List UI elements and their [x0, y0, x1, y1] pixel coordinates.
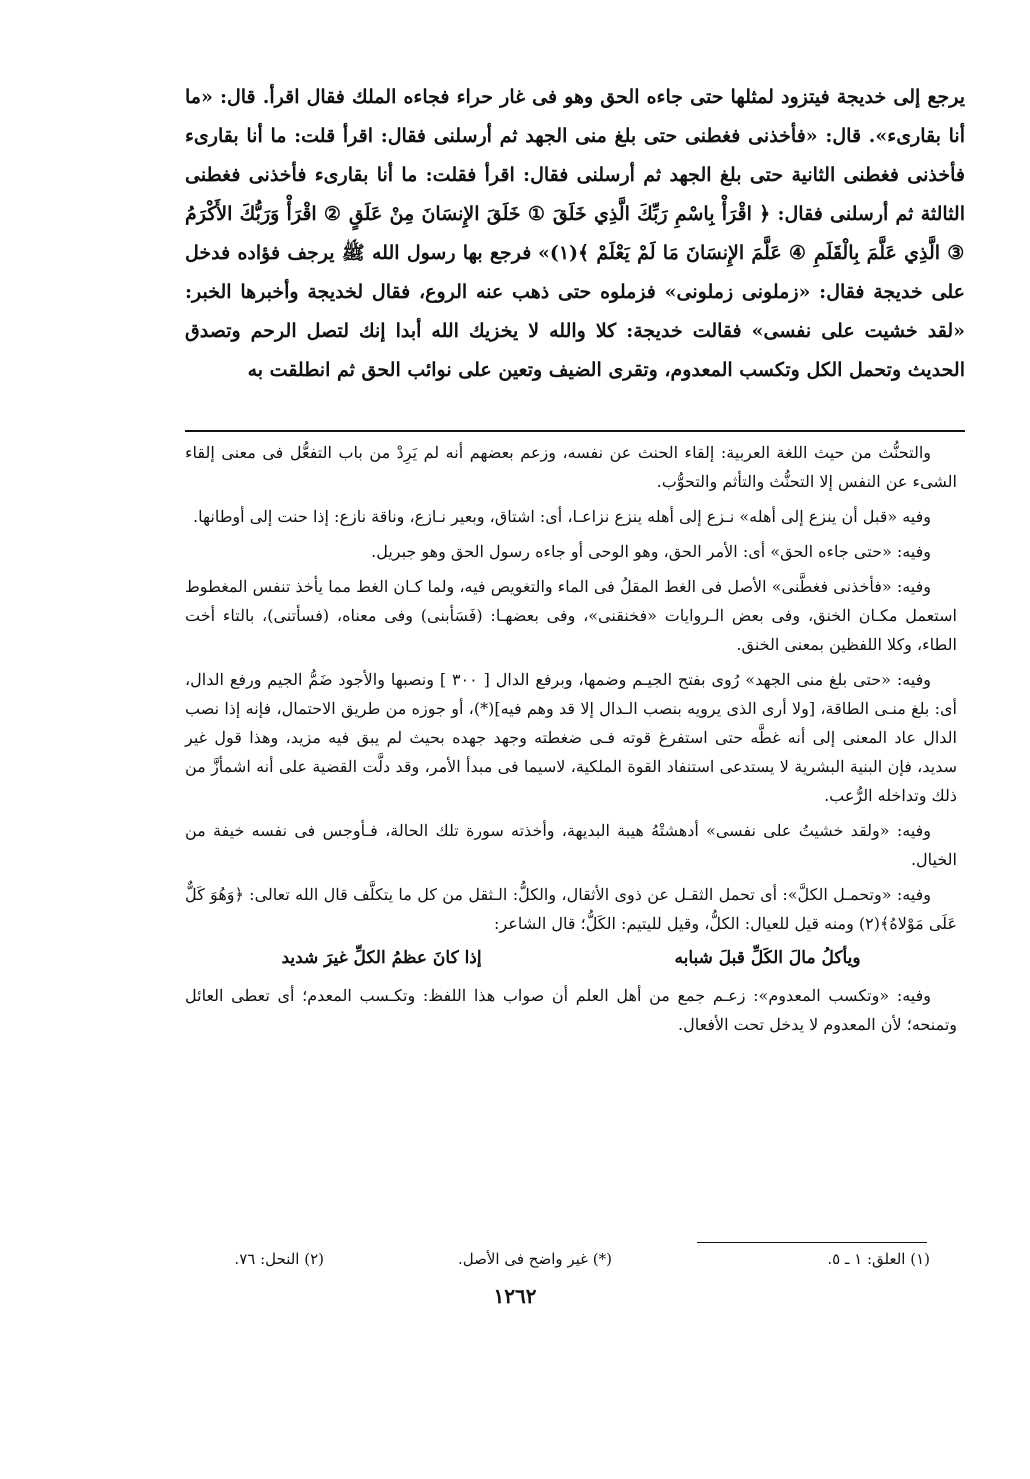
poem-left-hemistich: إذا كانَ عظمُ الكلِّ غيرَ شديد [281, 948, 482, 968]
footnote-2: (٢) النحل: ٧٦. [234, 1250, 324, 1268]
footnote-1: (١) العلق: ١ ـ ٥. [827, 1250, 930, 1268]
commentary-block [185, 438, 957, 1045]
note-paragraph: وفيه: «حتى بلغ منى الجهد» رُوى بفتح الجيـم وضمها، وبرفع الدال [ ٣٠٠ ] ونصبها والأجود ضَمُّ الجيم ورفع الدال، أى: بلغ منـى الطاقة، [ولا أرى الذى يرويه بنصب الـدال إلا قد وهم فيه](*)، أو جوزه من طريق الاحتمال، فإنه إذا نصب الدال عاد المعنى إلى أنه غطَّه حتى استفرغ قوته فـى ضغطته وجهد جهده بحيث لم يبق فيه مزيد، وهذا قول غير سديد، فإن البنية البشرية لا يستدعى استنفاد القوة الملكية، لاسيما فى مبدأ الأمر، وقد دلَّت القضية على أنه اشمأزَّ من ذلك وتداخله الرُّعب. [185, 670, 958, 805]
note-paragraph: وفيه: «حتى جاءه الحق» أى: الأمر الحق، وهو الوحى أو جاءه رسول الحق وهو جبريل. [371, 542, 931, 561]
note-paragraph: والتحنُّث من حيث اللغة العربية: إلقاء الحنث عن نفسه، وزعم بعضهم أنه لم يَرِدْ من باب التفعُّل فى معنى إلقاء الشىء عن النفس إلا التحنُّث والتأثم والتحوُّب. [185, 443, 957, 491]
main-paragraph: يرجع إلى خديجة فيتزود لمثلها حتى جاءه الحق وهو فى غار حراء فجاءه الملك فقال اقرأ. قال: «ما أنا بقارىء». قال: «فأخذنى فغطنى حتى بلغ منى الجهد ثم أرسلنى فقال: اقرأ قلت: ما أنا بقارىء فأخذنى فغطنى الثانية حتى بلغ الجهد ثم أرسلنى فقال: اقرأ فقلت: ما أنا بقارىء فأخذنى فغطنى الثالثة ثم أرسلنى فقال: ﴿ اقْرَأْ بِاسْمِ رَبِّكَ الَّذِي خَلَقَ ① خَلَقَ الإِنسَانَ مِنْ عَلَقٍ ② اقْرَأْ وَرَبُّكَ الأَكْرَمُ ③ الَّذِي عَلَّمَ بِالْقَلَمِ ④ عَلَّمَ الإِنسَانَ مَا لَمْ يَعْلَمْ ﴾(١)» فرجع بها رسول الله ﷺ يرجف فؤاده فدخل على خديجة فقال: «زملونى زملونى» فزملوه حتى ذهب عنه الروع، فقال لخديجة وأخبرها الخبر: «لقد خشيت على نفسى» فقالت خديجة: كلا والله لا يخزيك الله أبدا إنك لتصل الرحم وتصدق الحديث وتحمل الكل وتكسب المعدوم، وتقرى الضيف وتعين على نوائب الحق ثم انطلقت به [185, 86, 965, 381]
poem-right-hemistich: ويأكلُ مالَ الكَلِّ قبلَ شبابه [674, 948, 861, 968]
note-paragraph: وفيه: «فأخذنى فغطَّنى» الأصل فى الغط المقلُ فى الماء والتغويص فيه، ولما كـان الغط مما يأخذ تنفس المغطوط استعمل مكـان الخنق، وفى بعض الـروايات «فخنقنى»، وفى بعضهـا: (فَسَأبنى) وفى معناه، (فسأتنى)، بالتاء أخت الطاء، وكلا اللفظين بمعنى الخنق. [185, 577, 957, 654]
main-text-block [185, 78, 965, 390]
note-paragraph: وفيه: «وتحمـل الكلَّ»: أى تحمل الثقـل عن ذوى الأثقال، والكلُّ: الـثقل من كل ما يتكلَّف قال الله تعالى: ﴿وَهُوَ كَلٌّ عَلَى مَوْلاهُ﴾(٢) ومنه قيل للعيال: الكلُّ، وقيل لليتيم: الكَلُّ؛ قال الشاعر: [185, 885, 957, 933]
footnote-star: (*) غير واضح فى الأصل. [457, 1250, 612, 1268]
note-paragraph: وفيه: «وتكسب المعدوم»: زعـم جمع من أهل العلم أن صواب هذا اللفظ: وتكـسب المعدم؛ أى تعطى العائل وتمنحه؛ لأن المعدوم لا يدخل تحت الأفعال. [185, 986, 957, 1034]
footnote-rule [697, 1242, 927, 1243]
page-number: ١٢٦٢ [493, 1284, 537, 1308]
note-paragraph: وفيه: «ولقد خشيتُ على نفسى» أدهشتْهُ هيبة البديهة، وأخذته سورة تلك الحالة، فـأوجس فى نفسه خيفة من الخيال. [185, 821, 957, 869]
poem-verse [185, 944, 957, 973]
separator-rule [185, 430, 965, 432]
note-paragraph: وفيه «قبل أن ينزع إلى أهله» نـزع إلى أهله ينزع نزاعـا، أى: اشتاق، وبعير نـازع، وناقة نازع: إذا حنت إلى أوطانها. [193, 507, 931, 526]
